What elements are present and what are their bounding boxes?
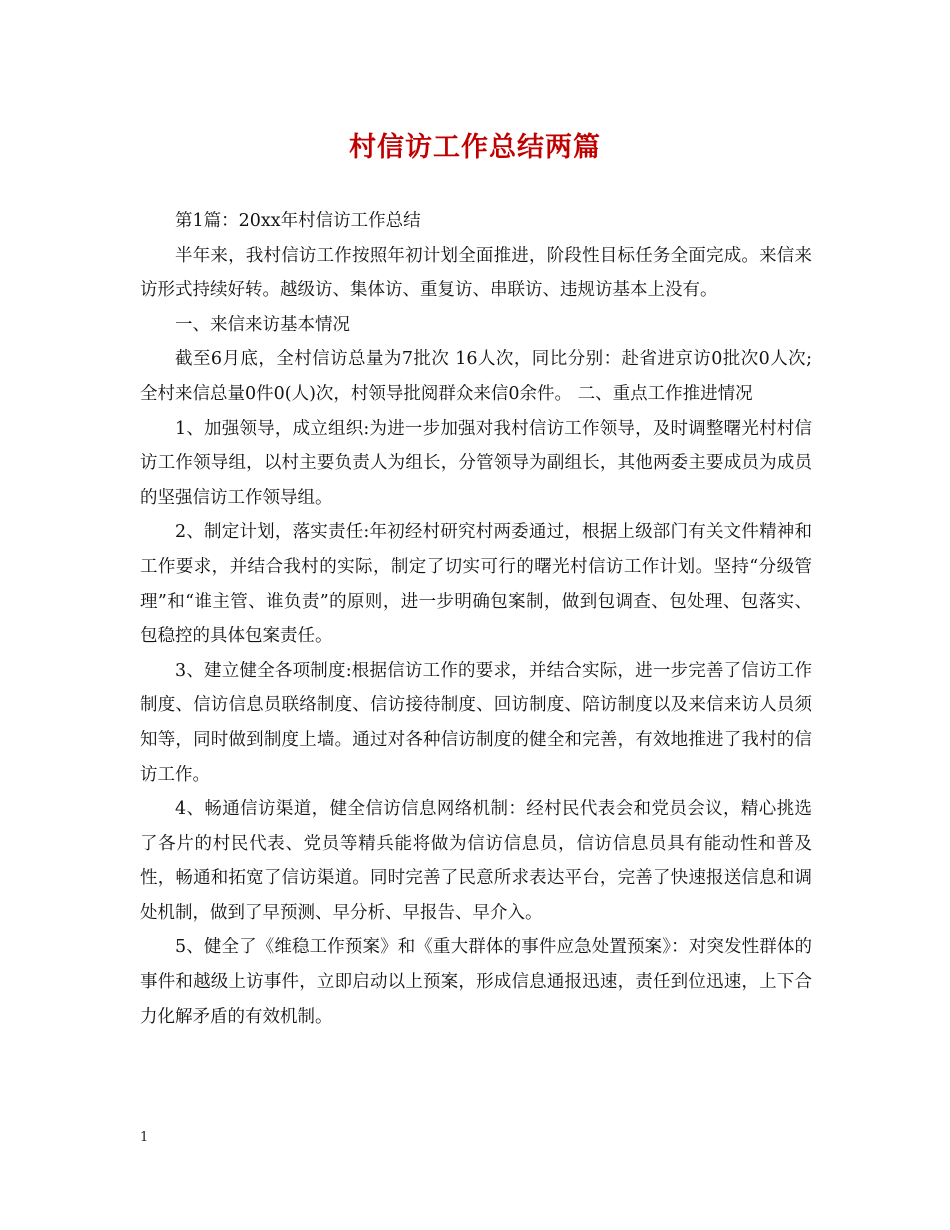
paragraph: 4、畅通信访渠道，健全信访信息网络机制：经村民代表会和党员会议，精心挑选了各片的村民代表、党员等精兵能将做为信访信息员，信访信息员具有能动性和普及性，畅通和拓宽了信访渠道。同时完善了民意所求表达平台，完善了快速报送信息和调处机制，做到了早预测、早分析、早报告、早介入。: [140, 799, 812, 923]
section-heading: 第1篇：20xx年村信访工作总结: [175, 211, 421, 231]
paragraph: 5、健全了《维稳工作预案》和《重大群体的事件应急处置预案》：对突发性群体的事件和越级上访事件，立即启动以上预案，形成信息通报迅速，责任到位迅速，上下合力化解矛盾的有效机制。: [140, 937, 812, 1027]
paragraph: 截至6月底，全村信访总量为7批次 16人次，同比分别：赴省进京访0批次0人次;全村来信总量0件0(人)次，村领导批阅群众来信0余件。 二、重点工作推进情况: [140, 349, 812, 404]
document-body: [140, 204, 812, 1034]
paragraph: 2、制定计划，落实责任:年初经村研究村两委通过，根据上级部门有关文件精神和工作要求，并结合我村的实际，制定了切实可行的曙光村信访工作计划。坚持“分级管理”和“谁主管、谁负责”的原则，进一步明确包案制，做到包调查、包处理、包落实、包稳控的具体包案责任。: [140, 522, 812, 647]
paragraph: 3、建立健全各项制度:根据信访工作的要求，并结合实际，进一步完善了信访工作制度、信访信息员联络制度、信访接待制度、回访制度、陪访制度以及来信来访人员须知等，同时做到制度上墙。通过对各种信访制度的健全和完善，有效地推进了我村的信访工作。: [140, 660, 812, 785]
document-title: 村信访工作总结两篇: [349, 132, 601, 163]
paragraph: 1、加强领导，成立组织:为进一步加强对我村信访工作领导，及时调整曙光村村信访工作领导组，以村主要负责人为组长，分管领导为副组长，其他两委主要成员为成员的坚强信访工作领导组。: [140, 418, 812, 508]
section-heading: 一、来信来访基本情况: [175, 314, 350, 335]
paragraph: 半年来，我村信访工作按照年初计划全面推进，阶段性目标任务全面完成。来信来访形式持续好转。越级访、集体访、重复访、串联访、违规访基本上没有。: [140, 245, 812, 301]
page-number: 1: [140, 1130, 149, 1145]
